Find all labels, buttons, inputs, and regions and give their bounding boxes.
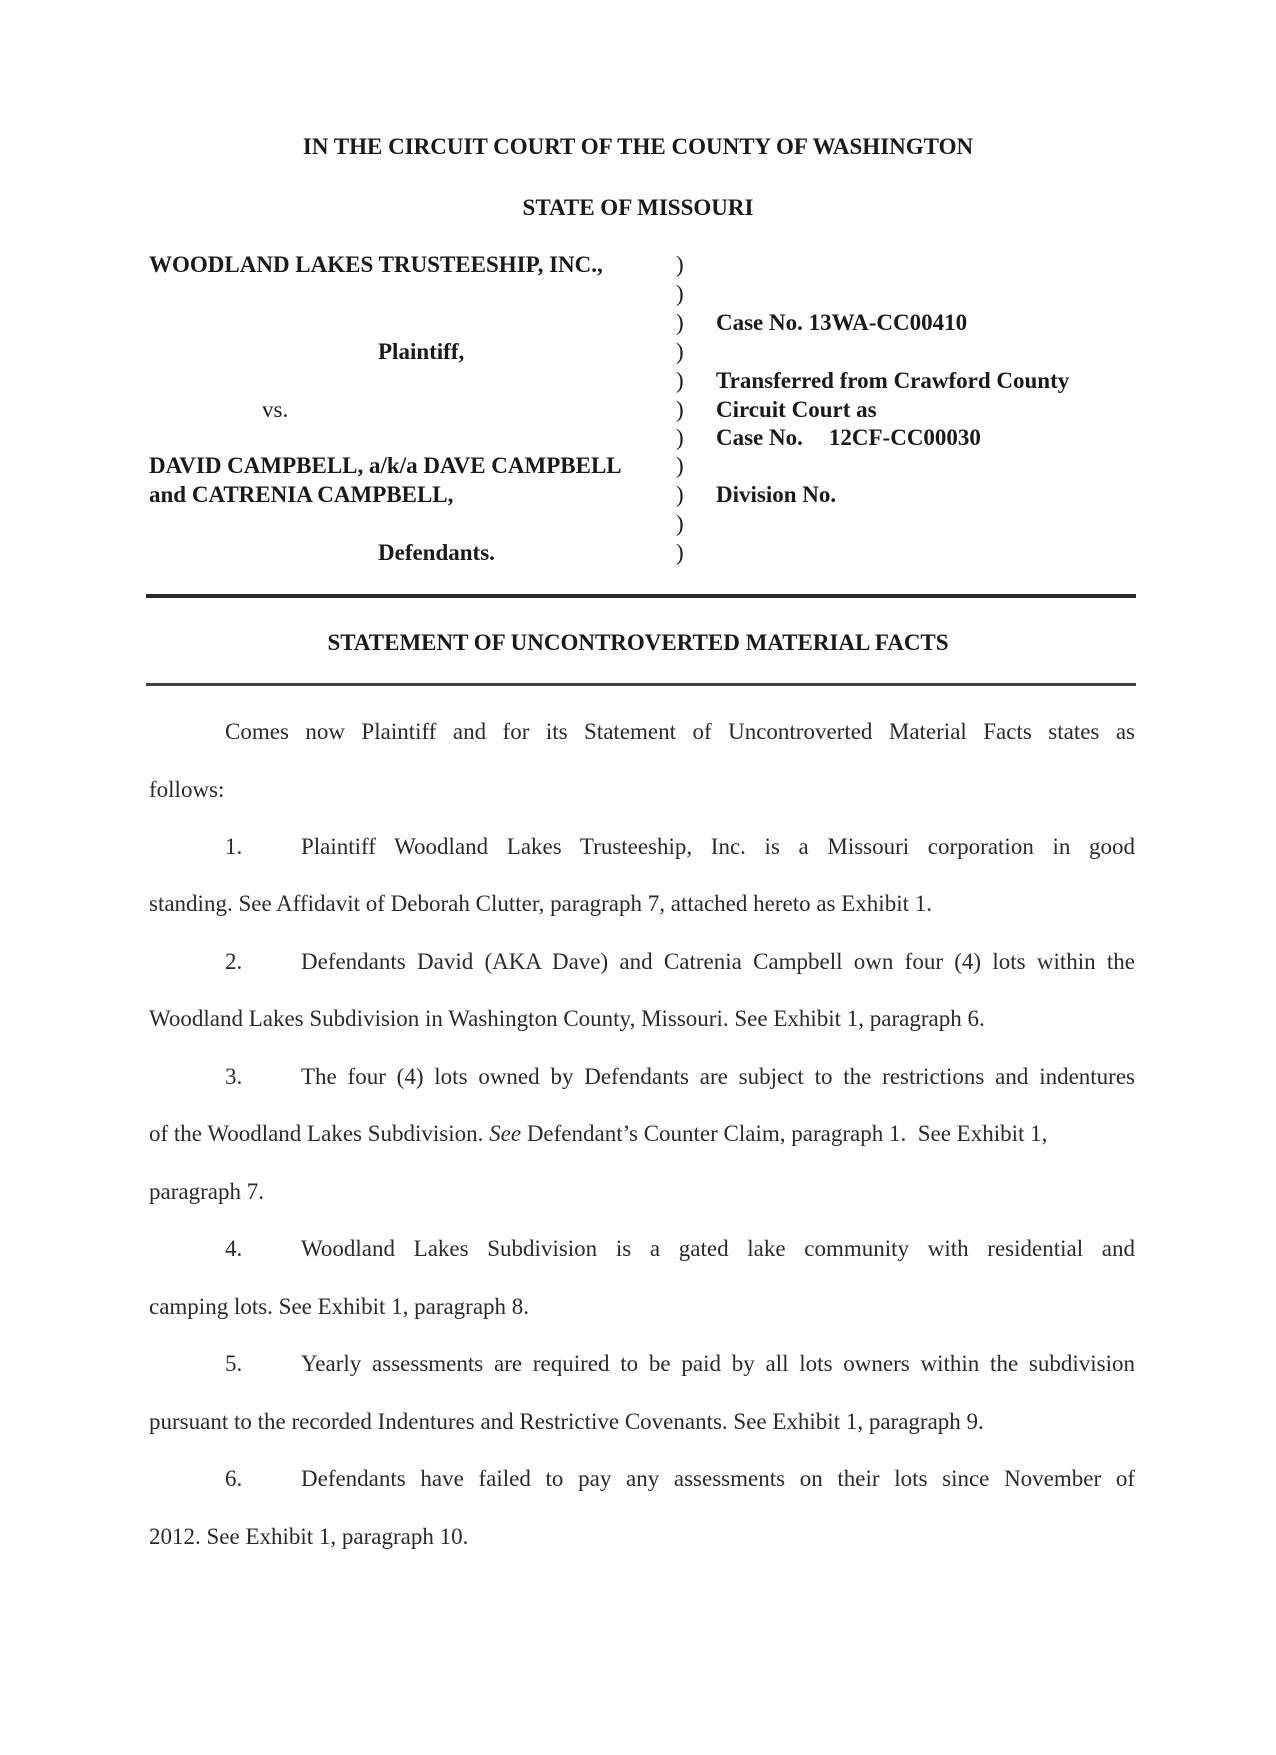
- court-state: STATE OF MISSOURI: [522, 195, 754, 220]
- fact-line: standing. See Affidavit of Deborah Clutter, paragraph 7, attached hereto as Exhibit 1.: [149, 891, 932, 916]
- caption-paren: ): [676, 397, 684, 422]
- fact-number: 4.: [225, 1236, 243, 1261]
- caption-paren: ): [676, 252, 684, 277]
- defendant-name-line1: DAVID CAMPBELL, a/k/a DAVE CAMPBELL: [149, 453, 622, 478]
- versus-label: vs.: [262, 397, 289, 422]
- caption-divider-top: [146, 594, 1136, 598]
- fact-line: paragraph 7.: [149, 1179, 264, 1204]
- caption-paren: ): [676, 540, 684, 565]
- transfer-case-value: 12CF-CC00030: [828, 425, 981, 450]
- fact-line: [149, 1121, 1047, 1147]
- intro-line2: follows:: [149, 777, 225, 802]
- caption-paren: ): [676, 281, 684, 306]
- defendant-label: Defendants.: [378, 540, 495, 565]
- fact-number: 6.: [225, 1466, 243, 1491]
- intro-line1: Comes now Plaintiff and for its Statement of Uncontroverted Material Facts states as: [225, 719, 1135, 744]
- fact-text: Defendant’s Counter Claim, paragraph 1. See Exhibit 1,: [521, 1121, 1048, 1146]
- citation-signal: See: [489, 1121, 522, 1146]
- fact-line: Defendants have failed to pay any assessments on their lots since November of: [301, 1466, 1135, 1491]
- transfer-line1: Transferred from Crawford County: [716, 368, 1070, 393]
- fact-line: Woodland Lakes Subdivision in Washington County, Missouri. See Exhibit 1, paragraph 6.: [149, 1006, 985, 1031]
- fact-line: Plaintiff Woodland Lakes Trusteeship, Inc. is a Missouri corporation in good: [301, 834, 1135, 859]
- fact-line: Yearly assessments are required to be paid by all lots owners within the subdivision: [301, 1351, 1135, 1376]
- caption-paren: ): [676, 453, 684, 478]
- plaintiff-label: Plaintiff,: [378, 339, 465, 364]
- caption-paren: ): [676, 482, 684, 507]
- transfer-line2: Circuit Court as: [716, 397, 877, 422]
- transfer-case-number: [716, 425, 981, 451]
- document-title: STATEMENT OF UNCONTROVERTED MATERIAL FACTS: [327, 630, 949, 655]
- fact-line: 2012. See Exhibit 1, paragraph 10.: [149, 1524, 469, 1549]
- division-number: Division No.: [716, 482, 837, 507]
- fact-line: camping lots. See Exhibit 1, paragraph 8.: [149, 1294, 530, 1319]
- fact-line: Defendants David (AKA Dave) and Catrenia Campbell own four (4) lots within the: [301, 949, 1135, 974]
- caption-paren: ): [676, 511, 684, 536]
- case-number: Case No. 13WA-CC00410: [716, 310, 968, 335]
- caption-paren: ): [676, 425, 684, 450]
- plaintiff-name: WOODLAND LAKES TRUSTEESHIP, INC.,: [149, 252, 603, 277]
- caption-divider-bottom: [146, 683, 1136, 686]
- court-name: IN THE CIRCUIT COURT OF THE COUNTY OF WASHINGTON: [302, 134, 974, 159]
- fact-number: 1.: [225, 834, 243, 859]
- fact-number: 5.: [225, 1351, 243, 1376]
- caption-paren: ): [676, 339, 684, 364]
- fact-text: of the Woodland Lakes Subdivision.: [149, 1121, 490, 1146]
- caption-paren: ): [676, 310, 684, 335]
- fact-line: pursuant to the recorded Indentures and Restrictive Covenants. See Exhibit 1, paragraph 9.: [149, 1409, 984, 1434]
- fact-line: Woodland Lakes Subdivision is a gated lake community with residential and: [301, 1236, 1135, 1261]
- caption-paren: ): [676, 368, 684, 393]
- fact-line: The four (4) lots owned by Defendants are subject to the restrictions and indentures: [301, 1064, 1135, 1089]
- transfer-case-label: Case No.: [716, 425, 803, 450]
- fact-number: 2.: [225, 949, 243, 974]
- fact-number: 3.: [225, 1064, 243, 1089]
- defendant-name-line2: and CATRENIA CAMPBELL,: [149, 482, 454, 507]
